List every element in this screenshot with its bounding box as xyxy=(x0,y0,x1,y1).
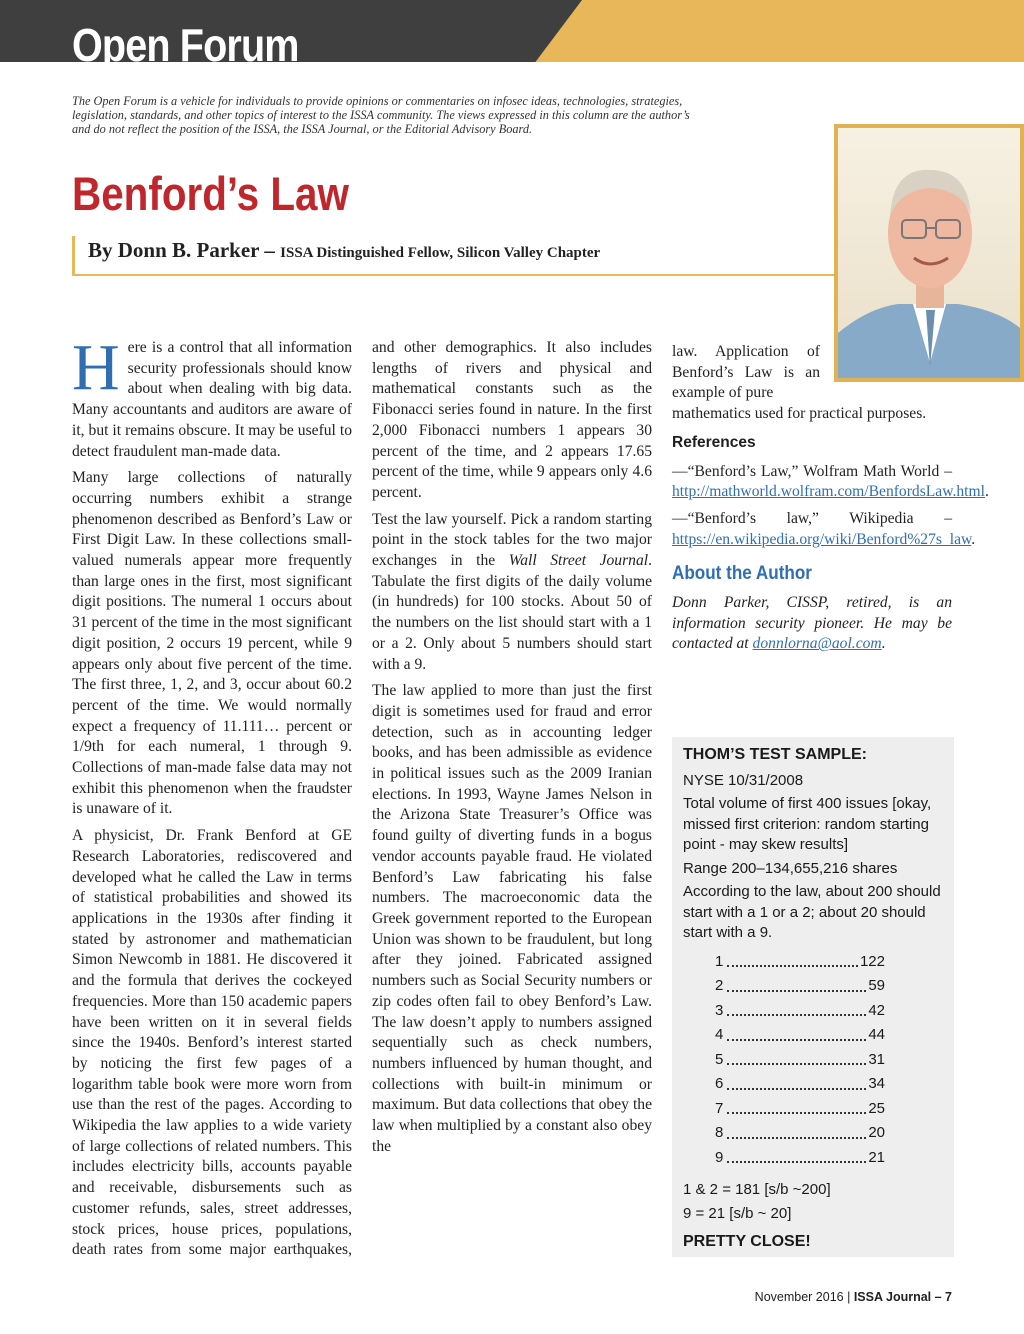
author-name: By Donn B. Parker – xyxy=(88,238,281,262)
newspaper-name: Wall Street Journal xyxy=(508,552,649,570)
reference-2-link[interactable]: https://en.wikipedia.org/wiki/Benford%27s_law xyxy=(672,530,972,548)
digit-count-value: 25 xyxy=(868,1099,885,1117)
header-rule xyxy=(72,274,834,276)
continued-text-2: mathematics used for practical purposes. xyxy=(672,405,927,423)
digit-count-row xyxy=(715,976,885,997)
digit-label: 2 xyxy=(715,977,724,994)
reference-1-link[interactable]: http://mathworld.wolfram.com/BenfordsLaw.html xyxy=(672,483,985,501)
dot-leader xyxy=(727,1001,866,1017)
dot-leader xyxy=(727,1074,866,1090)
article-title: Benford’s Law xyxy=(72,167,349,220)
paragraph-3: A physicist, Dr. Frank Benford at GE Research Laboratories, rediscovered and developed what he called the Law in terms of statistical probabilities and showed its applications in the 1930s after finding it stated by astronomer and mathematician Simon Newcomb in 1881. He discovered it and the formula that derives the cockeyed frequencies. More than 150 academic papers have been written on it in several fields since the 1940s. Benford’s interest started by noticing the first few pages of a logarithm table book were more worn from use than the rest of the pages. According to Wikipedia the law applies to a wide variety of large collections of related numbers. This includes electricity bills, accounts payable and receivable, disbursements such as customer refunds, sales, street addresses, stock prices, house prices, populations, death rates from some major earthquakes, and other demographics. It also includes lengths of rivers and physical and mathematical constants such as the Fibonacci series found in nature. In the first 2,000 Fibonacci numbers 1 appears 30 percent of the time, and 2 appears 17.65 percent of the time, while 9 appears only 4.6 percent. xyxy=(72,339,652,1259)
dot-leader xyxy=(727,1148,866,1164)
about-text: Donn Parker, CISSP, retired, is an information security pioneer. He may be contacted at xyxy=(672,594,952,653)
drop-cap: H xyxy=(72,331,120,404)
dot-leader xyxy=(727,952,858,968)
digit-label: 9 xyxy=(715,1148,724,1166)
column-1 xyxy=(72,331,652,1266)
digit-label: 7 xyxy=(715,1099,724,1117)
digit-count-row xyxy=(715,952,885,973)
digit-count-value: 59 xyxy=(868,977,885,994)
test-sample-sum-1: 1 & 2 = 181 [s/b ~200] xyxy=(683,1181,831,1198)
author-affiliation: ISSA Distinguished Fellow, Silicon Valley Chapter xyxy=(280,245,601,261)
disclaimer: The Open Forum is a vehicle for individuals to provide opinions or commentaries on infosec ideas, technologies, strategies, legislation, standards, and other topics of interest to the ISSA community. The views expressed in this column are the author’s and do not reflect the position of the ISSA, the ISSA Journal, or the Editorial Advisory Board. xyxy=(72,94,690,136)
paragraph-4: Test the law yourself. Pick a random starting point in the stock tables for the two major exchanges in the Wall Street Journal. Tabulate the first digits of the daily volume (in hundreds) for 100 stocks. About 50 of the numbers on the list should start with a 1 or a 2. Only about 5 numbers should start with a 9. xyxy=(372,510,652,673)
digit-label: 8 xyxy=(715,1124,724,1141)
digit-count-row xyxy=(715,1148,885,1169)
page-footer xyxy=(755,1290,952,1304)
test-sample-closing: PRETTY CLOSE! xyxy=(683,1233,811,1250)
test-sample-sum-2: 9 = 21 [s/b ~ 20] xyxy=(683,1204,792,1222)
test-sample-heading: THOM’S TEST SAMPLE: xyxy=(683,746,867,763)
dot-leader xyxy=(727,1099,866,1115)
test-sample-line-1: NYSE 10/31/2008 xyxy=(683,771,804,789)
reference-1: —“Benford’s Law,” Wolfram Math World – http://mathworld.wolfram.com/BenfordsLaw.html. xyxy=(672,462,989,501)
about-author-text: Donn Parker, CISSP, retired, is an information security pioneer. He may be contacted at donnlorna@aol.com. xyxy=(672,594,952,653)
references-heading: References xyxy=(672,433,756,451)
dot-leader xyxy=(727,1123,866,1139)
footer-journal: ISSA Journal – 7 xyxy=(853,1290,952,1304)
paragraph-5: The law applied to more than just the first digit is sometimes used for fraud and error detection, such as in accounting ledger books, and has been admissible as evidence in political issues such as the 2009 Iranian elections. In 1993, Wayne James Nelson in the Arizona State Treasurer’s Office was found guilty of diverting funds in a bogus vendor accounts payable fraud. He violated Benford’s Law fabricating his false numbers. The macroeconomic data the Greek government reported to the European Union was shown to be fraudulent, but long after they joined. Fabricated assigned numbers such as Social Security numbers or zip codes often fail to obey Benford’s Law. The law doesn’t apply to numbers assigned sequentially such as check numbers, numbers influenced by human thought, and collections with built-in minimum or maximum. But data collections that obey the law when multiplied by a constant also obey the xyxy=(372,682,652,1155)
test-sample-box xyxy=(672,737,954,1257)
author-email-link[interactable]: donnlorna@aol.com xyxy=(752,635,882,653)
digit-label: 1 xyxy=(715,952,724,970)
digit-label: 3 xyxy=(715,1001,724,1019)
digit-count-row xyxy=(715,1001,885,1022)
digit-count-value: 21 xyxy=(868,1148,885,1166)
test-sample-line-3: Range 200–134,655,216 shares xyxy=(683,859,898,877)
dot-leader xyxy=(727,1050,866,1066)
section-title: Open Forum xyxy=(72,19,299,71)
digit-label: 4 xyxy=(715,1026,724,1043)
digit-count-row xyxy=(715,1074,885,1095)
paragraph-5-continued xyxy=(672,342,952,425)
reference-2-text: —“Benford’s law,” Wikipedia – xyxy=(672,509,952,527)
digit-count-value: 44 xyxy=(868,1026,885,1043)
digit-count-value: 31 xyxy=(868,1050,885,1068)
byline xyxy=(88,236,600,267)
footer-issue: November 2016 | xyxy=(754,1290,854,1304)
reference-1-text: —“Benford’s Law,” Wolfram Math World – xyxy=(672,462,952,480)
about-author-heading: About the Author xyxy=(672,563,812,585)
digit-count-value: 42 xyxy=(868,1001,885,1019)
digit-count-value: 20 xyxy=(868,1124,885,1141)
digit-count-value: 122 xyxy=(859,952,885,970)
paragraph-1: Here is a control that all information security professionals should know about when dealing with big data. Many accountants and auditors are aware of it, but it remains obscure. It may be useful to detect fraudulent man-made data. xyxy=(72,331,352,460)
test-sample-line-2: Total volume of first 400 issues [okay, missed first criterion: random starting point - may skew results] xyxy=(683,795,932,853)
dot-leader xyxy=(727,976,866,992)
continued-text: law. Application of Benford’s Law is an example of pure xyxy=(672,343,820,402)
digit-count-row xyxy=(715,1050,885,1071)
digit-count-row xyxy=(715,1025,885,1046)
column-3 xyxy=(672,342,989,661)
digit-label: 6 xyxy=(715,1075,724,1092)
digit-count-row xyxy=(715,1123,885,1144)
digit-count-value: 34 xyxy=(868,1075,885,1092)
digit-count-list xyxy=(683,952,943,1169)
dot-leader xyxy=(727,1025,866,1041)
test-sample-line-4: According to the law, about 200 should start with a 1 or a 2; about 20 should start with a 9. xyxy=(683,883,941,941)
paragraph-2: Many large collections of naturally occurring numbers exhibit a strange phenomenon described as Benford’s Law or First Digit Law. In these collections small-valued numerals appear more frequently than large ones in the first, most significant digit positions. The numeral 1 occurs about 31 percent of the time in the most significant digit position, 2 occurs 19 percent, while 9 appears only about five percent of the time. The first three, 1, 2, and 3, occur about 60.2 percent of the time. We would normally expect a frequency of 11.111… percent or 1/9th for each numeral, 1 through 9. Collections of man-made false data may not exhibit this phenomenon when the fraudster is unaware of it. xyxy=(72,469,352,818)
byline-accent xyxy=(72,236,75,274)
digit-label: 5 xyxy=(715,1050,724,1068)
reference-2: —“Benford’s law,” Wikipedia – https://en.wikipedia.org/wiki/Benford%27s_law. xyxy=(672,509,976,548)
digit-count-row xyxy=(715,1099,885,1120)
